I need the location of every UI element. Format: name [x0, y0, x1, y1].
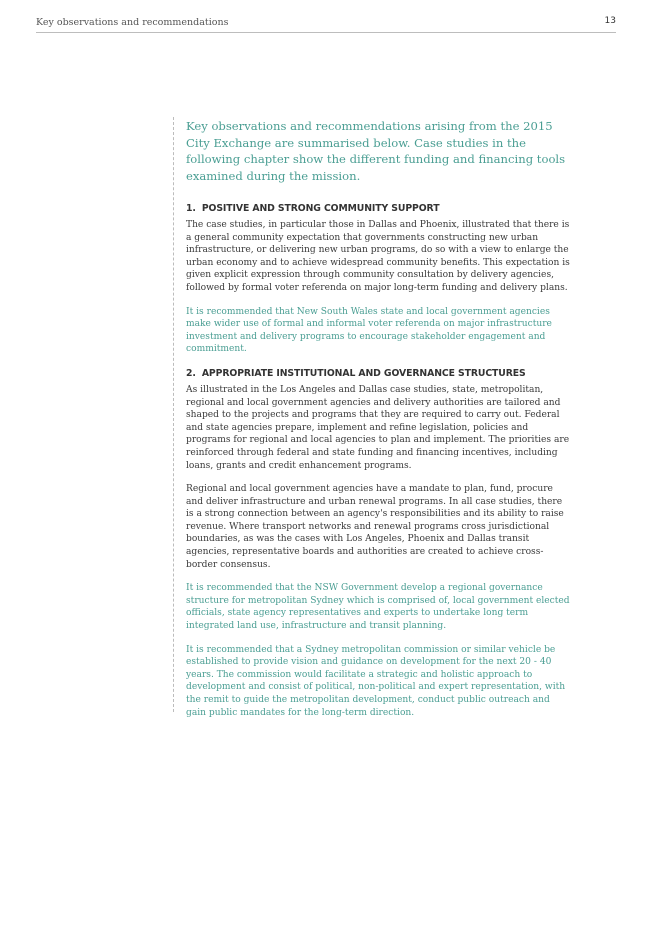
- body-paragraph: The case studies, in particular those in Dallas and Phoenix, illustrated that there is a general community expectation that governments constructing new urban infrastructure, or delivering new urban programs, do so with a view to enlarge the urban economy and to achieve widespread community benefits. This expectation is given explicit expression through community consultation by delivery agencies, followed by formal voter referenda on major long-term funding and delivery plans.: [186, 220, 570, 293]
- recommendation-paragraph: It is recommended that the NSW Government develop a regional governance structure for metropolitan Sydney which is comprised of, local government elected officials, state agency representatives and experts to undertake long term integrated land use, infrastructure and transit planning.: [186, 583, 570, 632]
- main-content: [186, 118, 570, 730]
- section-title: POSITIVE AND STRONG COMMUNITY SUPPORT: [201, 203, 440, 214]
- running-header: [36, 14, 616, 33]
- recommendation-paragraph: It is recommended that New South Wales state and local government agencies make wider use of formal and informal voter referenda on major infrastructure investment and delivery programs to encourage stakeholder engagement and commitment.: [186, 306, 552, 355]
- recommendation-paragraph: It is recommended that a Sydney metropolitan commission or similar vehicle be established to provide vision and guidance on development for the next 20 - 40 years. The commission would facilitate a strategic and holistic approach to development and consist of political, non-political and expert representation, with the remit to guide the metropolitan development, conduct public outreach and gain public mandates for the long-term direction.: [186, 644, 566, 718]
- section-heading: [186, 202, 570, 215]
- intro-paragraph: Key observations and recommendations arising from the 2015 City Exchange are summarised below. Case studies in the following chapter show the different funding and financing tools examined during the mission.: [186, 119, 566, 183]
- body-paragraph: Regional and local government agencies have a mandate to plan, fund, procure and deliver infrastructure and urban renewal programs. In all case studies, there is a strong connection between an agency's responsibilities and its ability to raise revenue. Where transport networks and renewal programs cross jurisdictional boundaries, as was the cases with Los Angeles, Phoenix and Dallas transit agencies, representative boards and authorities are created to achieve cross-border consensus.: [186, 484, 564, 570]
- section-heading: [186, 367, 570, 380]
- margin-rule: [173, 117, 174, 712]
- section-number: 2.: [186, 367, 196, 379]
- page-number: 13: [604, 16, 616, 26]
- body-paragraph: As illustrated in the Los Angeles and Dallas case studies, state, metropolitan, regional and local government agencies and delivery authorities are tailored and shaped to the projects and programs that they are required to carry out. Federal and state agencies prepare, implement and refine legislation, policies and programs for regional and local agencies to plan and implement. The priorities are reinforced through federal and state funding and financing incentives, including loans, grants and credit enhancement programs.: [186, 384, 570, 471]
- section-title: APPROPRIATE INSTITUTIONAL AND GOVERNANCE STRUCTURES: [201, 367, 526, 379]
- running-header-title: Key observations and recommendations: [36, 17, 229, 28]
- section-governance-structures: [186, 367, 570, 719]
- section-number: 1.: [186, 203, 196, 214]
- section-community-support: [186, 202, 570, 356]
